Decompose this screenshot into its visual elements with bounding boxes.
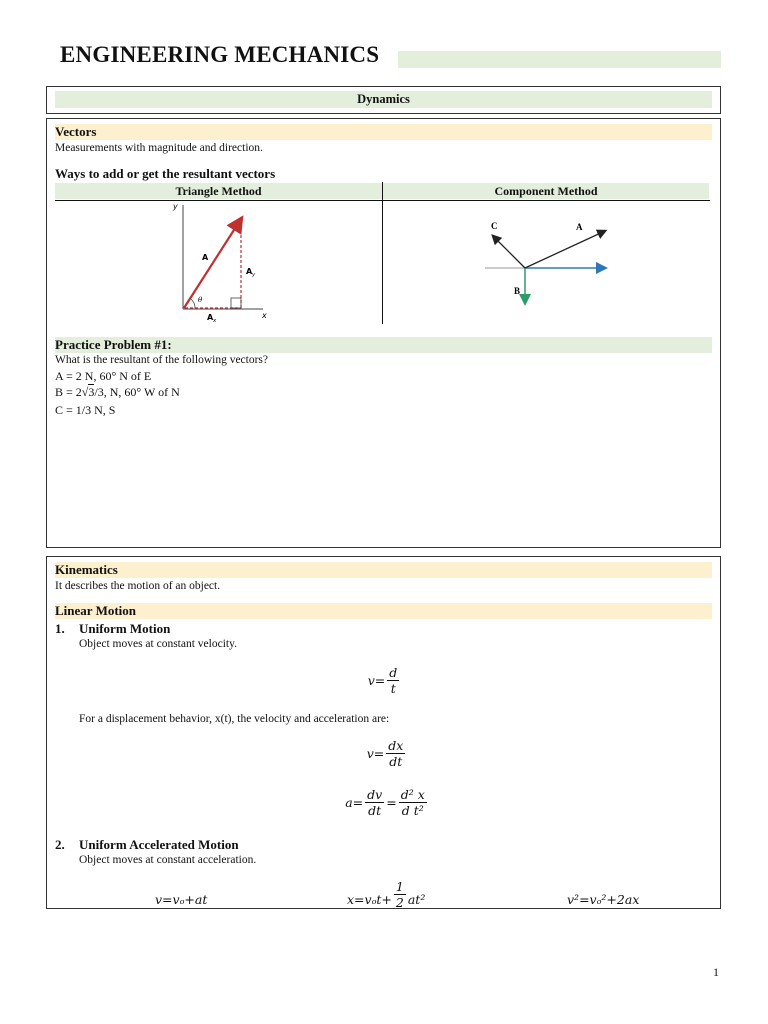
velocity-eq-num: d (389, 664, 398, 680)
uniform-motion-number: 1. (55, 621, 65, 636)
y-axis-label: y (173, 202, 178, 211)
dynamics-box (46, 86, 721, 114)
linear-motion-heading: Linear Motion (55, 603, 712, 619)
vector-a-arrow (184, 219, 241, 308)
title-highlight-band (398, 51, 721, 68)
kinematics-box (46, 556, 721, 909)
accel-position-equation (347, 879, 447, 909)
vector-ay-sub: y (252, 272, 256, 278)
accel-velocity-squared-equation: v²=vₒ²+2ax (567, 892, 640, 907)
displacement-text: For a displacement behavior, x(t), the velocity and acceleration are: (79, 713, 390, 725)
vectors-box (46, 118, 721, 548)
velocity-derivative-equation (347, 735, 427, 771)
accel-velocity-equation: v=vₒ+at (155, 892, 208, 907)
vector-a-label: A (576, 222, 583, 232)
vector-ay-label: A (246, 267, 253, 276)
a-deriv-equals: = (386, 794, 397, 810)
a-deriv-lhs: a= (345, 794, 364, 810)
uniform-motion-title: Uniform Motion (79, 621, 171, 636)
practice-vector-b (55, 385, 180, 400)
practice-heading: Practice Problem #1: (55, 337, 712, 353)
velocity-eq-lhs: v= (367, 672, 386, 688)
vector-b-label: B (514, 286, 521, 296)
right-angle-marker (231, 298, 241, 308)
a-deriv-num: dv (367, 786, 383, 802)
practice-question: What is the resultant of the following vectors? (55, 354, 269, 366)
position-eq-den: 2 (395, 895, 404, 909)
triangle-method-header: Triangle Method (55, 183, 382, 199)
sqrt-symbol: √ (81, 385, 89, 399)
vector-ax-sub: x (213, 318, 217, 324)
vector-c-arrow (493, 236, 525, 268)
v-deriv-num: dx (388, 737, 404, 753)
table-column-divider (382, 182, 383, 324)
page-title: ENGINEERING MECHANICS (60, 42, 380, 67)
triangle-method-figure (165, 199, 275, 324)
v-deriv-lhs: v= (366, 745, 385, 761)
ways-heading: Ways to add or get the resultant vectors (55, 166, 276, 181)
accelerated-motion-number: 2. (55, 837, 65, 852)
vector-b-suffix: /3, N, 60° W of N (94, 385, 180, 399)
vectors-heading: Vectors (55, 124, 712, 140)
vector-b-root: 3 (88, 385, 95, 399)
practice-vector-c: C = 1/3 N, S (55, 403, 116, 417)
a-second-deriv-den: d t² (401, 802, 424, 818)
vector-a-arrow (525, 231, 605, 268)
uniform-motion-desc: Object moves at constant velocity. (79, 638, 237, 650)
vector-b-prefix: B = 2 (55, 385, 82, 399)
page-number: 1 (713, 965, 719, 979)
a-deriv-den: dt (368, 802, 382, 818)
x-axis-label: x (262, 311, 267, 320)
accelerated-motion-desc: Object moves at constant acceleration. (79, 854, 257, 866)
v-deriv-den: dt (389, 753, 403, 769)
kinematics-definition: It describes the motion of an object. (55, 580, 221, 592)
component-method-header: Component Method (383, 183, 709, 199)
position-eq-prefix: x=vₒt+ (347, 892, 392, 907)
vector-ax-label: A (207, 313, 214, 322)
theta-arc (191, 299, 195, 308)
acceleration-derivative-equation (317, 783, 457, 821)
velocity-equation (347, 662, 422, 698)
practice-vector-a: A = 2 N, 60° N of E (55, 369, 152, 383)
theta-label: θ (198, 296, 203, 304)
dynamics-label: Dynamics (55, 91, 712, 108)
vector-c-label: C (491, 221, 498, 231)
a-second-deriv-num: d² x (400, 786, 425, 802)
position-eq-num: 1 (395, 879, 404, 894)
kinematics-heading: Kinematics (55, 562, 712, 578)
component-method-figure (481, 209, 611, 309)
velocity-eq-den: t (390, 680, 396, 696)
position-eq-suffix: at² (407, 892, 426, 907)
vectors-definition: Measurements with magnitude and direction. (55, 142, 263, 154)
vector-a-label: A (202, 253, 209, 262)
accelerated-motion-title: Uniform Accelerated Motion (79, 837, 239, 852)
